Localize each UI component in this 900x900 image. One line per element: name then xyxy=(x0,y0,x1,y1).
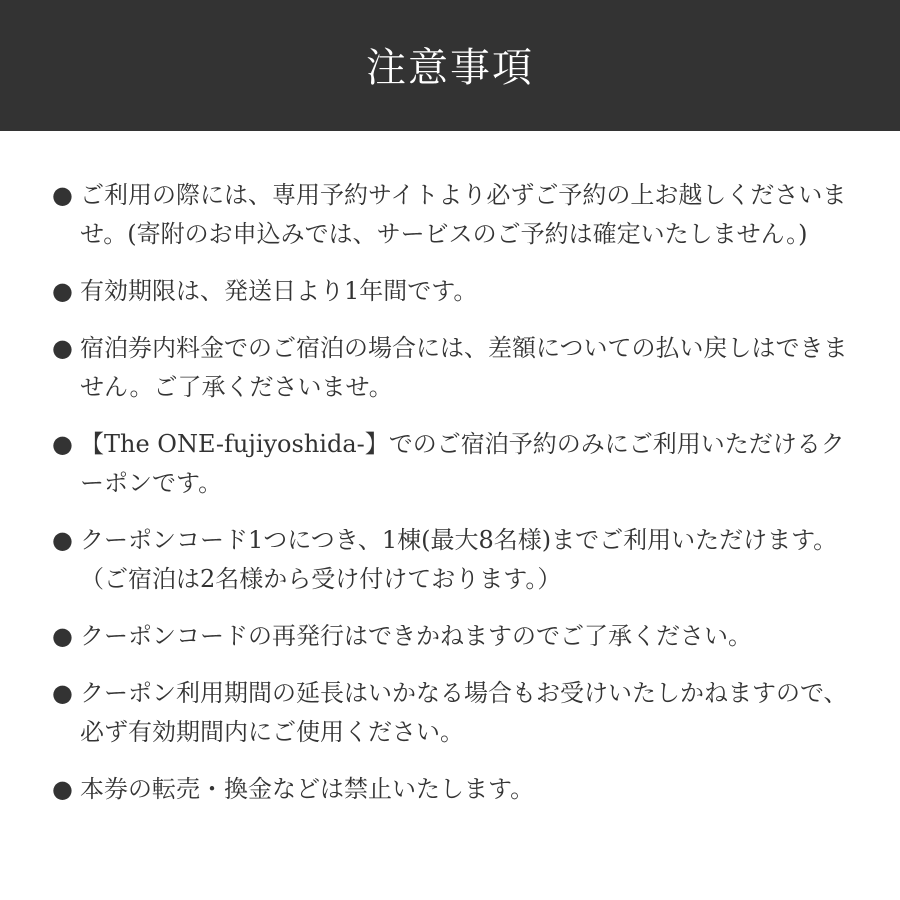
note-text: クーポン利用期間の延長はいかなる場合もお受けいたしかねますので、必ず有効期間内にご使用ください。 xyxy=(80,679,848,746)
note-item xyxy=(52,617,852,656)
note-text: 本券の転売・換金などは禁止いたします。 xyxy=(80,775,535,803)
bullet-icon: ● xyxy=(52,622,73,650)
bullet-icon: ● xyxy=(52,334,73,362)
notes-list xyxy=(52,176,852,827)
page-title: 注意事項 xyxy=(366,45,534,91)
note-text: ご利用の際には、専用予約サイトより必ずご予約の上お越しくださいませ。(寄附のお申込みでは、サービスのご予約は確定いたしません。) xyxy=(80,181,847,248)
note-text: 【The ONE-fujiyoshida-】でのご宿泊予約のみにご利用いただけるクーポンです。 xyxy=(80,430,845,497)
bullet-icon: ● xyxy=(52,679,73,707)
header-bar xyxy=(0,0,900,131)
note-text: 有効期限は、発送日より1年間です。 xyxy=(80,277,478,305)
note-item xyxy=(52,425,852,503)
bullet-icon: ● xyxy=(52,526,73,554)
note-item xyxy=(52,521,852,599)
bullet-icon: ● xyxy=(52,775,73,803)
note-item xyxy=(52,329,852,407)
bullet-icon: ● xyxy=(52,430,73,458)
note-item xyxy=(52,770,852,809)
note-text: クーポンコード1つにつき、1棟(最大8名様)までご利用いただけます。（ご宿泊は2名様から受け付けております。） xyxy=(80,526,838,593)
bullet-icon: ● xyxy=(52,181,73,209)
note-text: クーポンコードの再発行はできかねますのでご了承ください。 xyxy=(80,622,752,650)
note-item xyxy=(52,176,852,254)
note-item xyxy=(52,674,852,752)
note-item xyxy=(52,272,852,311)
bullet-icon: ● xyxy=(52,277,73,305)
note-text: 宿泊券内料金でのご宿泊の場合には、差額についての払い戻しはできません。ご了承くださいませ。 xyxy=(80,334,848,401)
